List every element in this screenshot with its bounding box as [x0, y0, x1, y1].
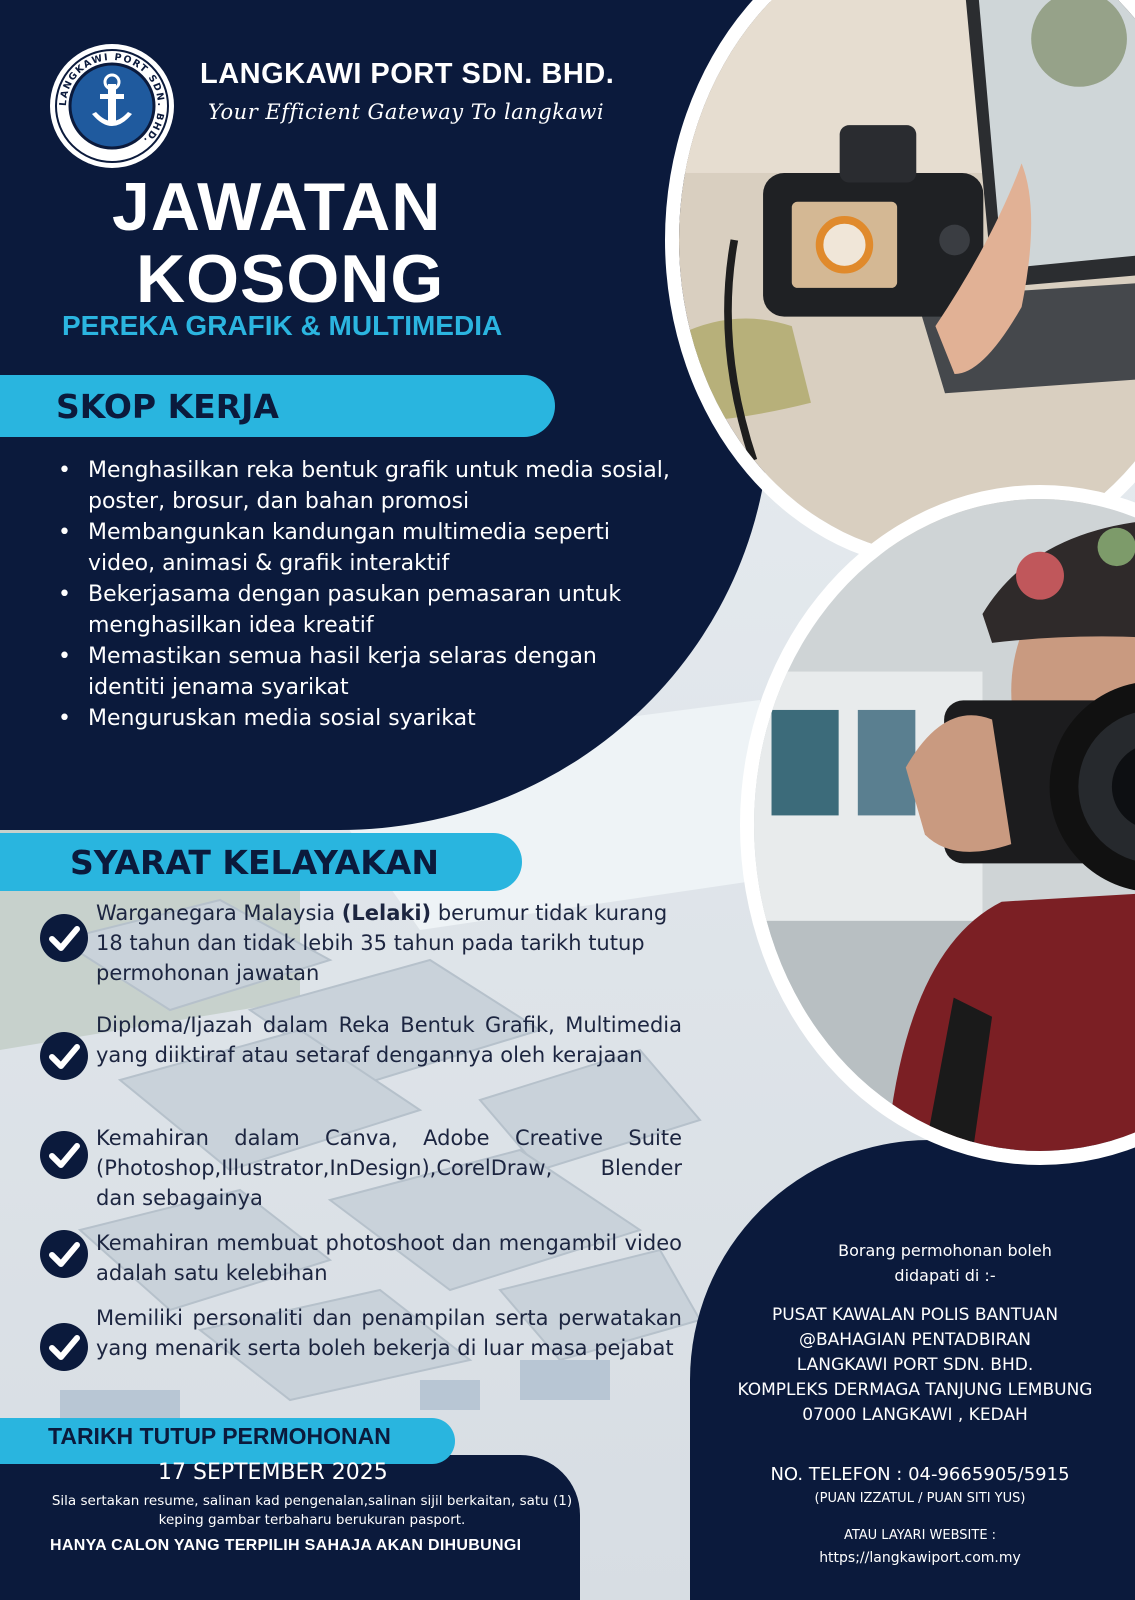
form-availability-line-1: Borang permohonan boleh: [838, 1241, 1052, 1260]
office-address: [700, 1303, 1130, 1428]
phone-number: NO. TELEFON : 04-9665905/5915: [770, 1464, 1070, 1485]
check-circle-icon: [40, 1131, 88, 1179]
scope-list: [56, 455, 676, 734]
address-line: 07000 LANGKAWI , KEDAH: [802, 1405, 1028, 1425]
requirement-text: Memiliki personaliti dan penampilan serta perwatakan yang menarik serta boleh bekerja di luar masa pejabat: [96, 1306, 682, 1360]
check-circle-icon: [40, 914, 88, 962]
scope-item: • Bekerjasama dengan pasukan pemasaran untuk menghasilkan idea kreatif: [56, 579, 676, 641]
title-line-2: KOSONG: [136, 241, 445, 317]
scope-heading: SKOP KERJA: [56, 387, 279, 426]
scope-item: • Menguruskan media sosial syarikat: [56, 703, 676, 734]
check-circle-icon: [40, 1323, 88, 1371]
title-line-1: JAWATAN: [112, 169, 442, 245]
scope-item: • Membangunkan kandungan multimedia seperti video, animasi & grafik interaktif: [56, 517, 676, 579]
requirement-text: Kemahiran dalam Canva, Adobe Creative Suite (Photoshop,Illustrator,InDesign),CorelDraw, Blender dan sebagainya: [96, 1126, 682, 1210]
company-name: LANGKAWI PORT SDN. BHD.: [200, 58, 615, 90]
langkawi-port-logo: [48, 42, 176, 170]
check-circle-icon: [40, 1230, 88, 1278]
scope-item: • Memastikan semua hasil kerja selaras dengan identiti jenama syarikat: [56, 641, 676, 703]
contact-persons: (PUAN IZZATUL / PUAN SITI YUS): [814, 1491, 1026, 1506]
check-circle-icon: [40, 1032, 88, 1080]
requirement-text: Diploma/Ijazah dalam Reka Bentuk Grafik, Multimedia yang diiktiraf atau setaraf dengannya oleh kerajaan: [96, 1013, 682, 1067]
address-line: KOMPLEKS DERMAGA TANJUNG LEMBUNG: [737, 1380, 1093, 1400]
deadline-date: 17 SEPTEMBER 2025: [158, 1460, 388, 1485]
website-link[interactable]: https;//langkawiport.com.my: [819, 1550, 1021, 1566]
company-tagline: Your Efficient Gateway To langkawi: [208, 100, 605, 124]
website-intro: ATAU LAYARI WEBSITE :: [843, 1528, 997, 1543]
address-line: LANGKAWI PORT SDN. BHD.: [796, 1355, 1034, 1375]
requirement-emphasis: (Lelaki): [341, 901, 432, 925]
requirements-heading: SYARAT KELAYAKAN: [70, 843, 439, 882]
shortlist-notice: HANYA CALON YANG TERPILIH SAHAJA AKAN DIHUBUNGI: [50, 1537, 522, 1554]
attachment-note: Sila sertakan resume, salinan kad pengenalan,salinan sijil berkaitan, satu (1) keping gambar terbaharu berukuran pasport.: [51, 1493, 573, 1528]
scope-item: • Menghasilkan reka bentuk grafik untuk media sosial, poster, brosur, dan bahan promosi: [56, 455, 676, 517]
requirement-text: Warganegara Malaysia (Lelaki) berumur tidak kurang 18 tahun dan tidak lebih 35 tahun pada tarikh tutup permohonan jawatan: [96, 901, 668, 985]
requirement-text: Kemahiran membuat photoshoot dan mengambil video adalah satu kelebihan: [96, 1231, 682, 1285]
address-line: PUSAT KAWALAN POLIS BANTUAN: [771, 1305, 1059, 1325]
svg-text:LANGKAWI PORT SDN. BHD.: LANGKAWI PORT SDN. BHD.: [57, 51, 167, 147]
position-title: PEREKA GRAFIK & MULTIMEDIA: [62, 310, 503, 341]
deadline-heading: TARIKH TUTUP PERMOHONAN: [48, 1423, 391, 1449]
address-line: @BAHAGIAN PENTADBIRAN: [799, 1330, 1031, 1350]
form-availability-line-2: didapati di :-: [894, 1266, 996, 1285]
